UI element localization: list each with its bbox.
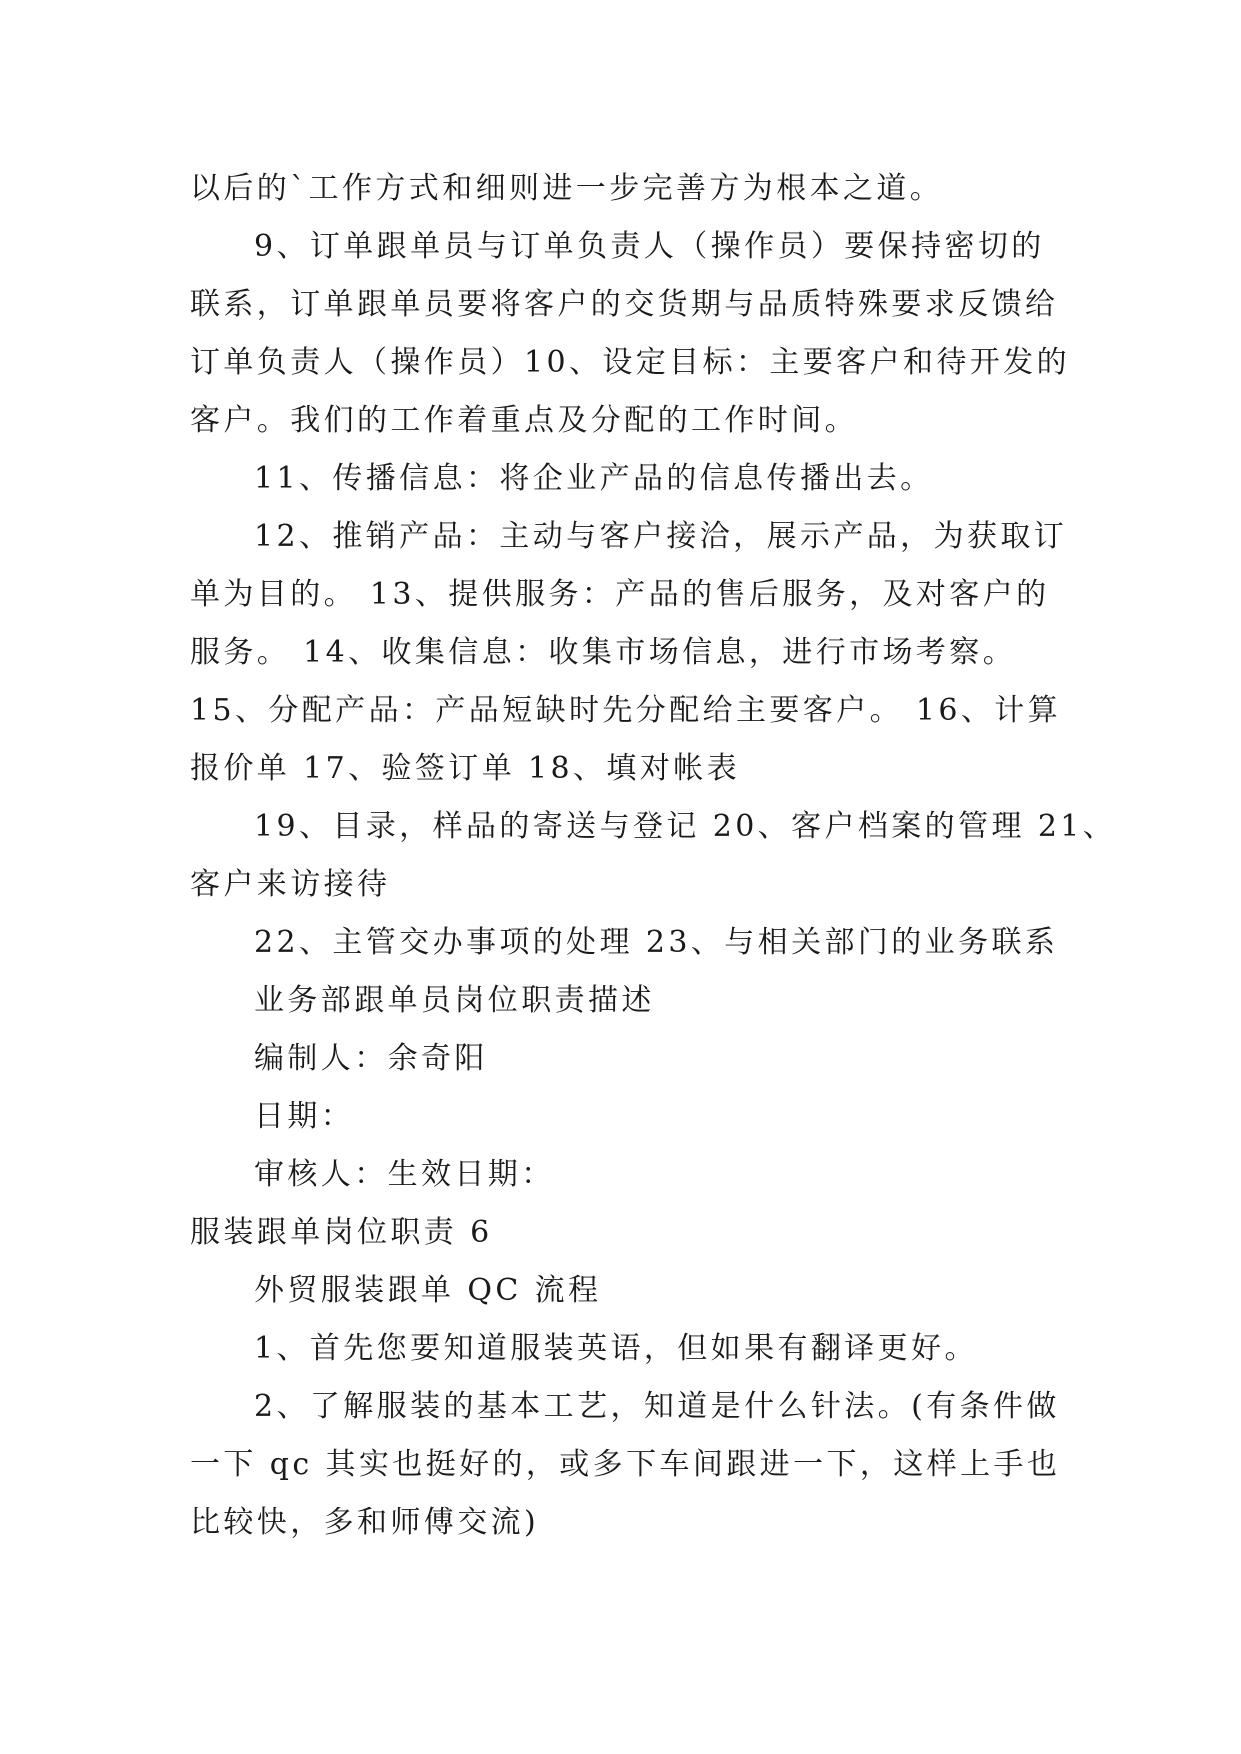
text-line: 比较快，多和师傅交流) [190,1505,540,1540]
text-line: 1、首先您要知道服装英语，但如果有翻译更好。 [254,1331,978,1366]
document-body [190,160,1117,1552]
date-line: 日期： [254,1099,355,1134]
text-line: 报价单 17、验签订单 18、填对帐表 [190,751,741,786]
author-line: 编制人：余奇阳 [254,1041,488,1076]
text-line: 单为目的。 13、提供服务：产品的售后服务，及对客户的 [190,577,1050,612]
text-line: 服务。 14、收集信息：收集市场信息，进行市场考察。 [190,635,1017,670]
subsection-heading: 外贸服装跟单 QC 流程 [254,1273,602,1308]
text-line: 联系，订单跟单员要将客户的交货期与品质特殊要求反馈给 [190,287,1059,322]
text-line: 19、目录，样品的寄送与登记 20、客户档案的管理 21、 [254,809,1117,844]
text-line: 客户。我们的工作着重点及分配的工作时间。 [190,403,858,438]
text-line: 9、订单跟单员与订单负责人（操作员）要保持密切的 [254,229,1045,264]
text-line: 22、主管交办事项的处理 23、与相关部门的业务联系 [254,925,1059,960]
text-line: 一下 qc 其实也挺好的，或多下车间跟进一下，这样上手也 [190,1447,1061,1482]
text-line: 订单负责人（操作员）10、设定目标：主要客户和待开发的 [190,345,1070,380]
reviewer-line: 审核人：生效日期： [254,1157,555,1192]
section-heading: 业务部跟单员岗位职责描述 [254,983,655,1018]
text-line: 以后的`工作方式和细则进一步完善方为根本之道。 [190,171,944,206]
text-line: 11、传播信息：将企业产品的信息传播出去。 [254,461,934,496]
text-line: 客户来访接待 [190,867,391,902]
text-line: 2、了解服装的基本工艺，知道是什么针法。(有条件做 [254,1389,1060,1424]
text-line: 15、分配产品：产品短缺时先分配给主要客户。 16、计算 [190,693,1062,728]
section-heading: 服装跟单岗位职责 6 [190,1215,493,1250]
text-line: 12、推销产品：主动与客户接洽，展示产品，为获取订 [254,519,1068,554]
